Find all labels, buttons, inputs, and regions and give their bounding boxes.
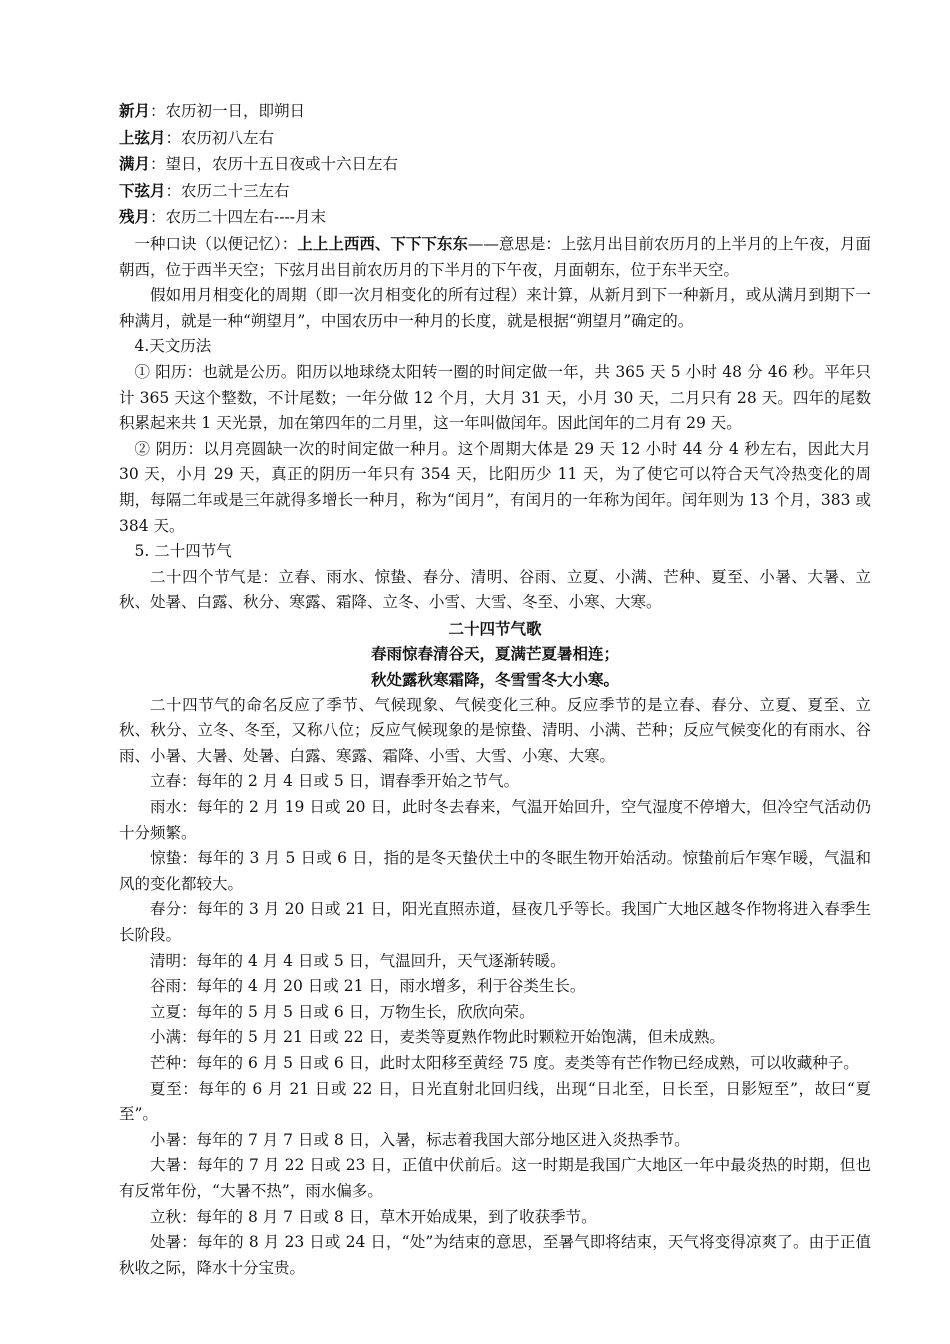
synodic-month-paragraph: 假如用月相变化的周期（即一次月相变化的所有过程）来计算，从新月到下一种新月，或从满月到期下一种满月，就是一种“朔望月”，中国农历中一种月的长度，就是根据“朔望月”确定的。 — [119, 286, 871, 330]
solar-calendar-paragraph: ① 阳历：也就是公历。阳历以地球绕太阳转一圈的时间定做一年，共 365 天 5 小时 48 分 46 秒。平年只计 365 天这个整数，不计尾数；一年分做 12 个月，大月 31 天，小月 30 天，二月只有 28 天。四年的尾数积累起来共 1 天光景，加在第四年的二月里，这一年叫做闰年。因此闰年的二月有 29 天。 — [119, 362, 871, 433]
desc: ：农历初八左右 — [165, 128, 275, 147]
term-name: 清明 — [150, 951, 182, 970]
solar-terms-list: 二十四个节气是：立春、雨水、惊蛰、春分、清明、谷雨、立夏、小满、芒种、夏至、小暑、大暑、立秋、处暑、白露、秋分、寒露、霜降、立冬、小雪、大雪、冬至、小寒、大寒。 — [119, 567, 871, 612]
term-desc: ：每年的 3 月 20 日或 21 日，阳光直照赤道，昼夜几乎等长。我国广大地区越冬作物将进入春季生长阶段。 — [119, 900, 871, 944]
song-line-1: 春雨惊春清谷天，夏满芒夏暑相连； — [370, 644, 619, 664]
moon-phase-new — [119, 98, 871, 125]
mnemonic-rest: ——意思是：上弦月出目前农历月的上半月的上午夜，月面朝西，位于西半天空；下弦月出目前农历月的下半月的下午夜，月面朝东，位于东半天空。 — [119, 234, 871, 279]
term-dashu — [119, 1153, 871, 1204]
term-name: 立春 — [150, 772, 182, 791]
term-chunfen — [119, 897, 871, 948]
term-xiazhi — [119, 1077, 871, 1128]
term-desc: ：每年的 4 月 20 日或 21 日，雨水增多，利于谷类生长。 — [181, 977, 586, 996]
term-xiaoman — [119, 1025, 871, 1051]
term-lichun — [119, 769, 871, 795]
mnemonic-paragraph — [119, 231, 871, 283]
term: 新月 — [119, 101, 151, 120]
section4-heading: 4.天文历法 — [134, 337, 212, 356]
term-desc: ：每年的 7 月 22 日或 23 日，正值中伏前后。这一时期是我国广大地区一年中最炎热的时期，但也有反常年份，“大暑不热”，雨水偏多。 — [119, 1156, 871, 1200]
term: 上弦月 — [119, 127, 166, 147]
moon-phase-waning — [119, 204, 871, 231]
mnemonic-prefix: 一种口诀（以便记忆）： — [134, 234, 298, 253]
term-name: 夏至 — [150, 1079, 183, 1098]
moon-phase-first-quarter — [119, 125, 871, 152]
term-jingzhe — [119, 846, 871, 897]
desc: ：农历二十三左右 — [165, 181, 290, 200]
term-desc: ：每年的 7 月 7 日或 8 日，入暑，标志着我国大部分地区进入炎热季节。 — [181, 1130, 690, 1149]
moon-phase-last-quarter — [119, 178, 871, 205]
term-name: 惊蛰 — [150, 849, 182, 868]
term-desc: ：每年的 6 月 5 日或 6 日，此时太阳移至黄经 75 度。麦类等有芒作物已经成熟，可以收藏种子。 — [181, 1053, 859, 1072]
term-xiaoshu — [119, 1128, 871, 1154]
term-desc: ：每年的 2 月 4 日或 5 日，谓春季开始之节气。 — [181, 772, 520, 791]
term-name: 芒种 — [150, 1053, 182, 1072]
term-desc: ：每年的 6 月 21 日或 22 日，日光直射北回归线，出现“日北至，日长至，日影短至”，故曰“夏至”。 — [119, 1079, 871, 1124]
term-name: 立夏 — [150, 1002, 182, 1021]
term: 满月 — [119, 154, 151, 174]
term-desc: ：每年的 4 月 4 日或 5 日，气温回升，天气逐渐转暖。 — [181, 951, 566, 970]
section5-heading: 5. 二十四节气 — [134, 542, 232, 561]
song-line-2: 秋处露秋寒霜降，冬雪雪冬大小寒。 — [370, 670, 619, 690]
term-liqiu — [119, 1205, 871, 1231]
term-name: 小暑 — [150, 1130, 182, 1149]
song-title: 二十四节气歌 — [448, 618, 542, 638]
term-mangzhong — [119, 1051, 871, 1077]
term-desc: ：每年的 8 月 7 日或 8 日，草木开始成果，到了收获季节。 — [181, 1207, 597, 1226]
term-name: 谷雨 — [150, 977, 182, 996]
term-chushu — [119, 1230, 871, 1281]
term: 下弦月 — [119, 180, 166, 200]
lunar-calendar-paragraph: ② 阴历：以月亮圆缺一次的时间定做一种月。这个周期大体是 29 天 12 小时 44 分 4 秒左右，因此大月 30 天，小月 29 天，真正的阴历一年只有 354 天，比阳历少 11 天，为了使它可以符合天气冷热变化的周期，每隔二年或是三年就得多增长一种月，称为“闰月”，有闰月的一年称为闰年。闰年则为 13 个月，383 或 384 天。 — [119, 439, 871, 535]
document-page — [119, 98, 871, 1281]
term-desc: ：每年的 5 月 5 日或 6 日，万物生长，欣欣向荣。 — [181, 1002, 535, 1021]
term-qingming — [119, 949, 871, 975]
term-name: 大暑 — [150, 1156, 182, 1175]
term-desc: ：每年的 5 月 21 日或 22 日，麦类等夏熟作物此时颗粒开始饱满，但未成熟。 — [181, 1028, 725, 1047]
term-desc: ：每年的 3 月 5 日或 6 日，指的是冬天蛰伏土中的冬眠生物开始活动。惊蛰前后乍寒乍暖，气温和风的变化都较大。 — [119, 849, 871, 893]
term-name: 雨水 — [150, 798, 182, 817]
term-name: 处暑 — [150, 1233, 182, 1252]
term-yushui — [119, 795, 871, 846]
term: 残月 — [119, 207, 151, 227]
desc: ：农历二十四左右----月末 — [150, 208, 326, 227]
mnemonic-bold: 上上上西西、下下下东东 — [297, 233, 468, 253]
term-name: 春分 — [150, 900, 182, 919]
desc: ：农历初一日，即朔日 — [150, 102, 306, 120]
term-guyu — [119, 974, 871, 1000]
naming-paragraph: 二十四节气的命名反应了季节、气候现象、气候变化三种。反应季节的是立春、春分、立夏、夏至、立秋、秋分、立冬、冬至，又称八位；反应气候现象的是惊蛰、清明、小满、芒种；反应气候变化的有雨水、谷雨、小暑、大暑、处暑、白露、寒露、霜降、小雪、大雪、小寒、大寒。 — [119, 695, 871, 765]
term-desc: ：每年的 2 月 19 日或 20 日，此时冬去春来，气温开始回升，空气湿度不停增大，但冷空气活动仍十分频繁。 — [119, 798, 871, 842]
desc: ：望日，农历十五日夜或十六日左右 — [150, 155, 399, 174]
term-name: 立秋 — [150, 1207, 182, 1226]
term-lixia — [119, 1000, 871, 1026]
moon-phase-full — [119, 151, 871, 178]
term-desc: ：每年的 8 月 23 日或 24 日，“处”为结束的意思，至暑气即将结束，天气将变得凉爽了。由于正值秋收之际，降水十分宝贵。 — [119, 1233, 871, 1277]
term-name: 小满 — [150, 1028, 182, 1047]
